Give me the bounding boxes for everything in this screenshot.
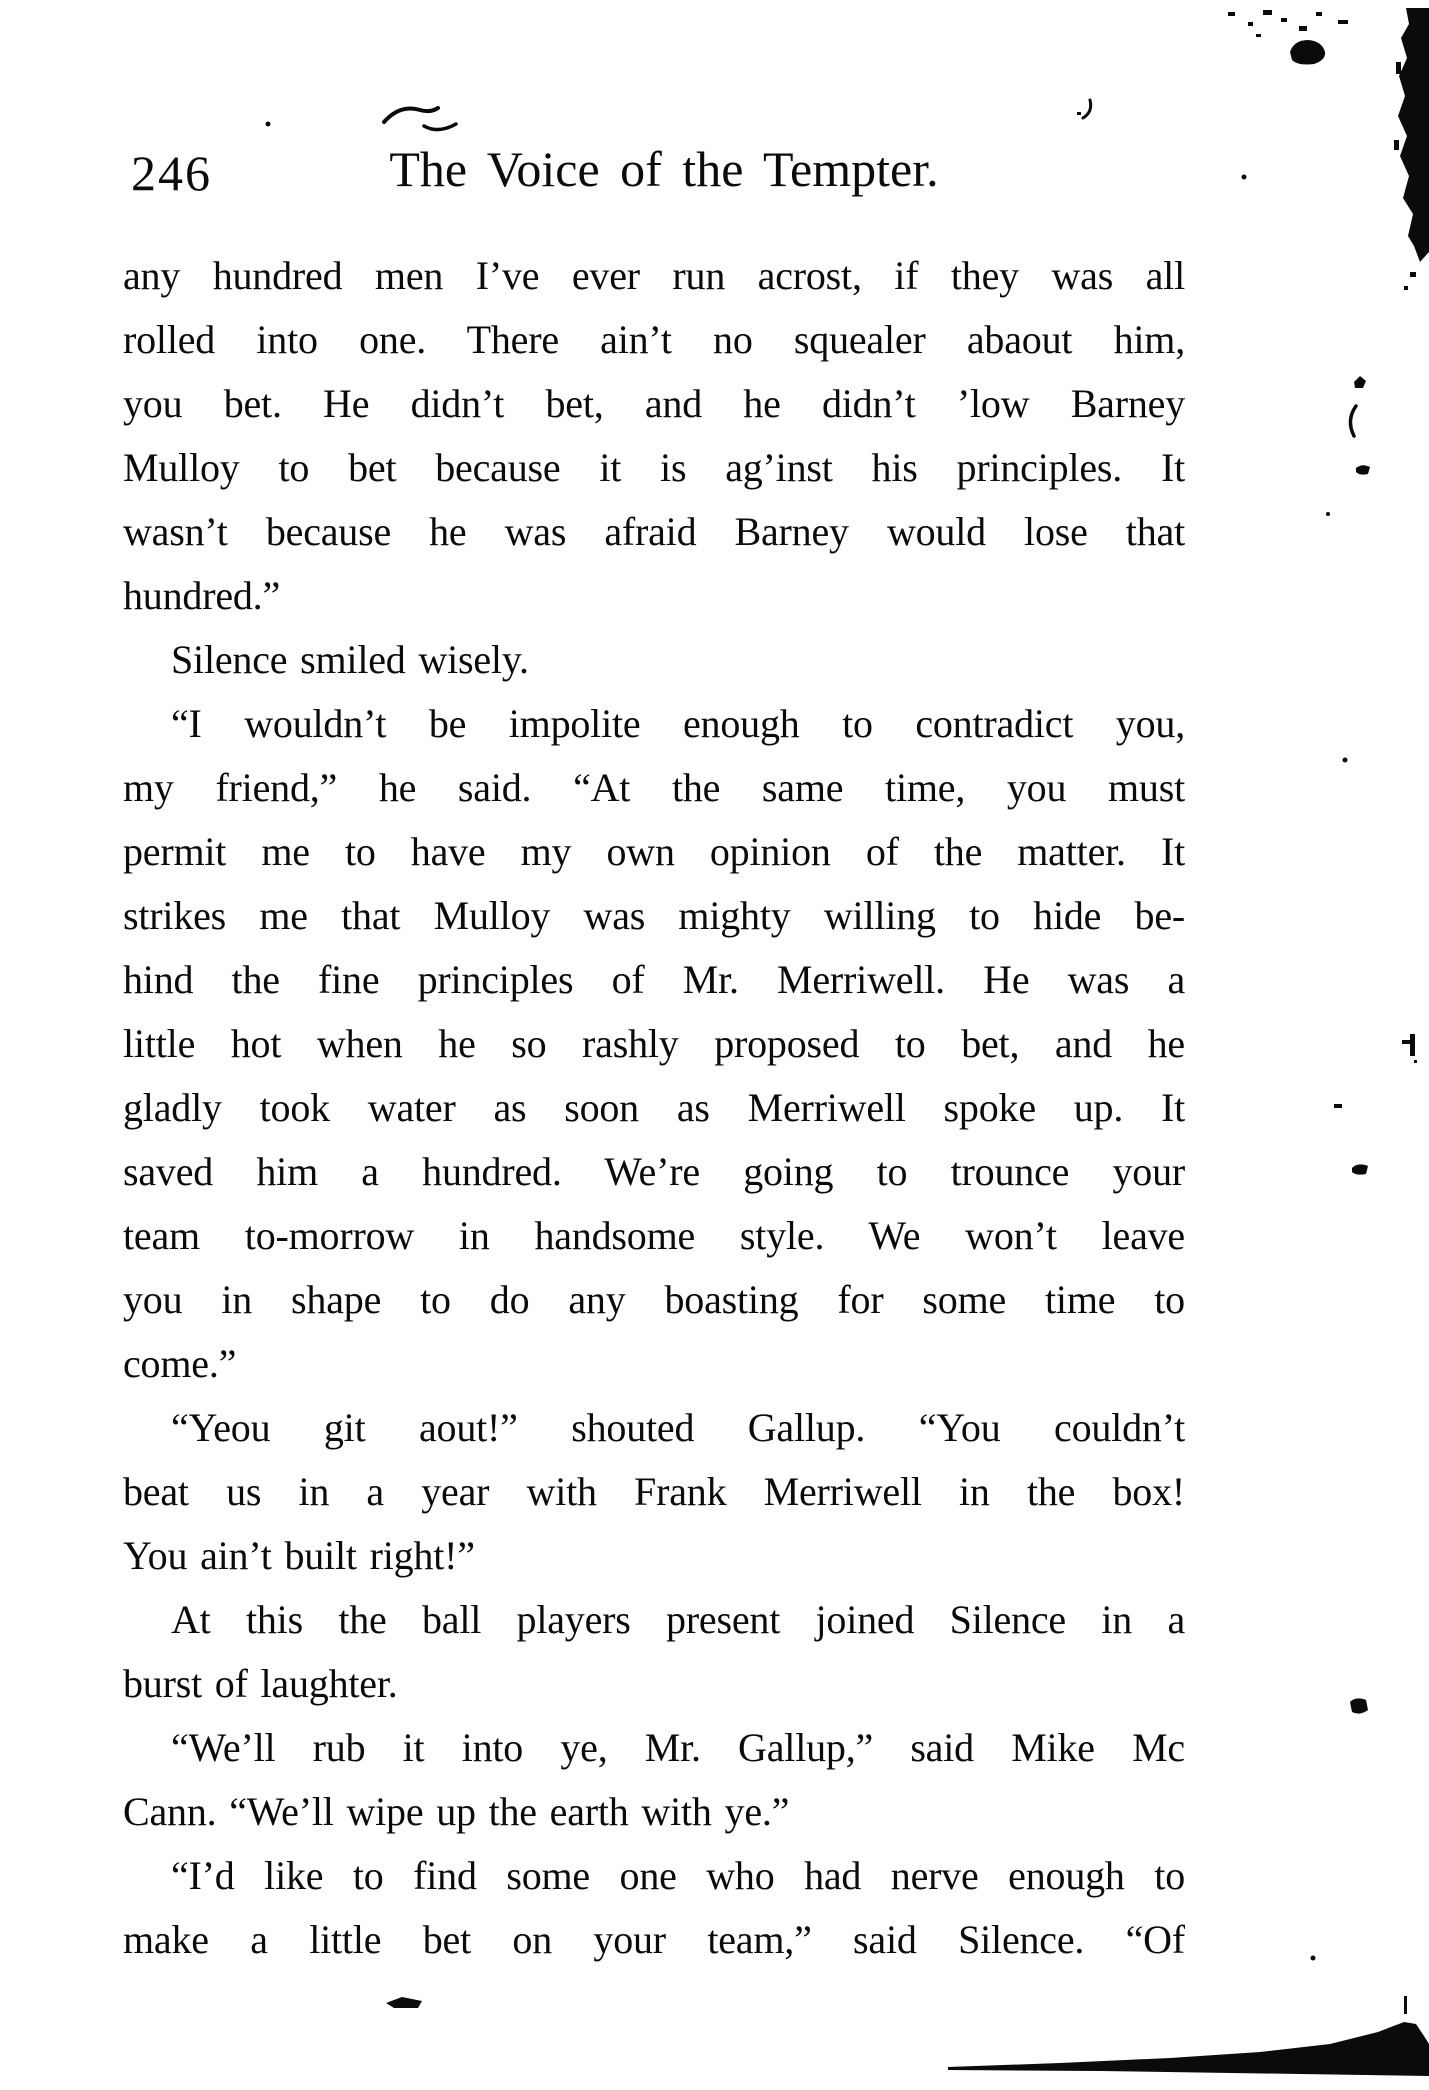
margin-fleck-paren bbox=[1350, 406, 1356, 436]
text-line: burst of laughter. bbox=[123, 1661, 398, 1706]
scan-edge-fleck bbox=[1410, 272, 1416, 277]
text-line: You ain’t built right!” bbox=[123, 1533, 475, 1578]
margin-dot bbox=[266, 122, 271, 127]
text-line: come.” bbox=[123, 1341, 237, 1386]
page-number: 246 bbox=[131, 145, 212, 201]
page-title: The Voice of the Tempter. bbox=[389, 141, 939, 197]
text-line: my friend,” he said. “At the same time, you must bbox=[123, 765, 1185, 810]
text-line: little hot when he so rashly proposed to bet, and he bbox=[123, 1021, 1185, 1066]
text-line: hind the fine principles of Mr. Merriwell. He was a bbox=[123, 957, 1185, 1002]
margin-dot bbox=[1343, 758, 1348, 763]
margin-dash bbox=[1334, 1104, 1342, 1108]
stray-tick bbox=[1404, 1996, 1407, 2014]
text-line: you bet. He didn’t bet, and he didn’t ’low Barney bbox=[123, 381, 1185, 426]
text-line: “We’ll rub it into ye, Mr. Gallup,” said Mike Mc bbox=[171, 1725, 1185, 1770]
scan-edge-fleck bbox=[1396, 62, 1401, 74]
bottom-ink-wedge bbox=[948, 2022, 1429, 2076]
margin-fleck-tick bbox=[1402, 1034, 1417, 1063]
text-line: At this the ball players present joined Silence in a bbox=[171, 1597, 1185, 1642]
text-line: Mulloy to bet because it is ag’inst his principles. It bbox=[123, 445, 1185, 490]
text-line: wasn’t because he was afraid Barney would lose that bbox=[123, 509, 1185, 554]
text-line: make a little bet on your team,” said Silence. “Of bbox=[123, 1917, 1185, 1962]
text-line: gladly took water as soon as Merriwell spoke up. It bbox=[123, 1085, 1185, 1130]
margin-dot bbox=[1311, 1956, 1316, 1961]
text-line: permit me to have my own opinion of the matter. It bbox=[123, 829, 1185, 874]
ink-blob bbox=[1290, 40, 1325, 65]
text-line: beat us in a year with Frank Merriwell in the box! bbox=[123, 1469, 1185, 1514]
text-line: hundred.” bbox=[123, 573, 281, 618]
margin-dot bbox=[1242, 175, 1247, 180]
scan-squiggle bbox=[384, 108, 456, 130]
text-line: “I’d like to find some one who had nerve enough to bbox=[171, 1853, 1185, 1898]
text-line: Cann. “We’ll wipe up the earth with ye.” bbox=[123, 1789, 790, 1834]
ink-speckles bbox=[1228, 10, 1348, 37]
text-line: rolled into one. There ain’t no squealer abaout him, bbox=[123, 317, 1185, 362]
margin-fleck bbox=[1350, 1698, 1368, 1713]
text-line: Silence smiled wisely. bbox=[171, 637, 529, 682]
stray-j-mark bbox=[1077, 100, 1091, 118]
scan-edge-fleck bbox=[1394, 140, 1399, 150]
margin-fleck bbox=[1356, 465, 1370, 474]
text-line: saved him a hundred. We’re going to trounce your bbox=[123, 1149, 1185, 1194]
text-line: “I wouldn’t be impolite enough to contradict you, bbox=[171, 701, 1185, 746]
text-line: team to-morrow in handsome style. We won’t leave bbox=[123, 1213, 1185, 1258]
text-line: “Yeou git aout!” shouted Gallup. “You couldn’t bbox=[171, 1405, 1185, 1450]
stray-dash bbox=[386, 1997, 422, 2008]
text-line: you in shape to do any boasting for some time to bbox=[123, 1277, 1185, 1322]
margin-dot bbox=[1326, 512, 1330, 516]
text-line: strikes me that Mulloy was mighty willing to hide be- bbox=[123, 893, 1185, 938]
scan-edge-fleck bbox=[1404, 286, 1408, 290]
margin-fleck bbox=[1352, 1164, 1368, 1174]
text-line: any hundred men I’ve ever run acrost, if they was all bbox=[123, 253, 1185, 298]
margin-fleck-star bbox=[1354, 376, 1366, 388]
scan-edge-strip bbox=[1398, 8, 1429, 262]
